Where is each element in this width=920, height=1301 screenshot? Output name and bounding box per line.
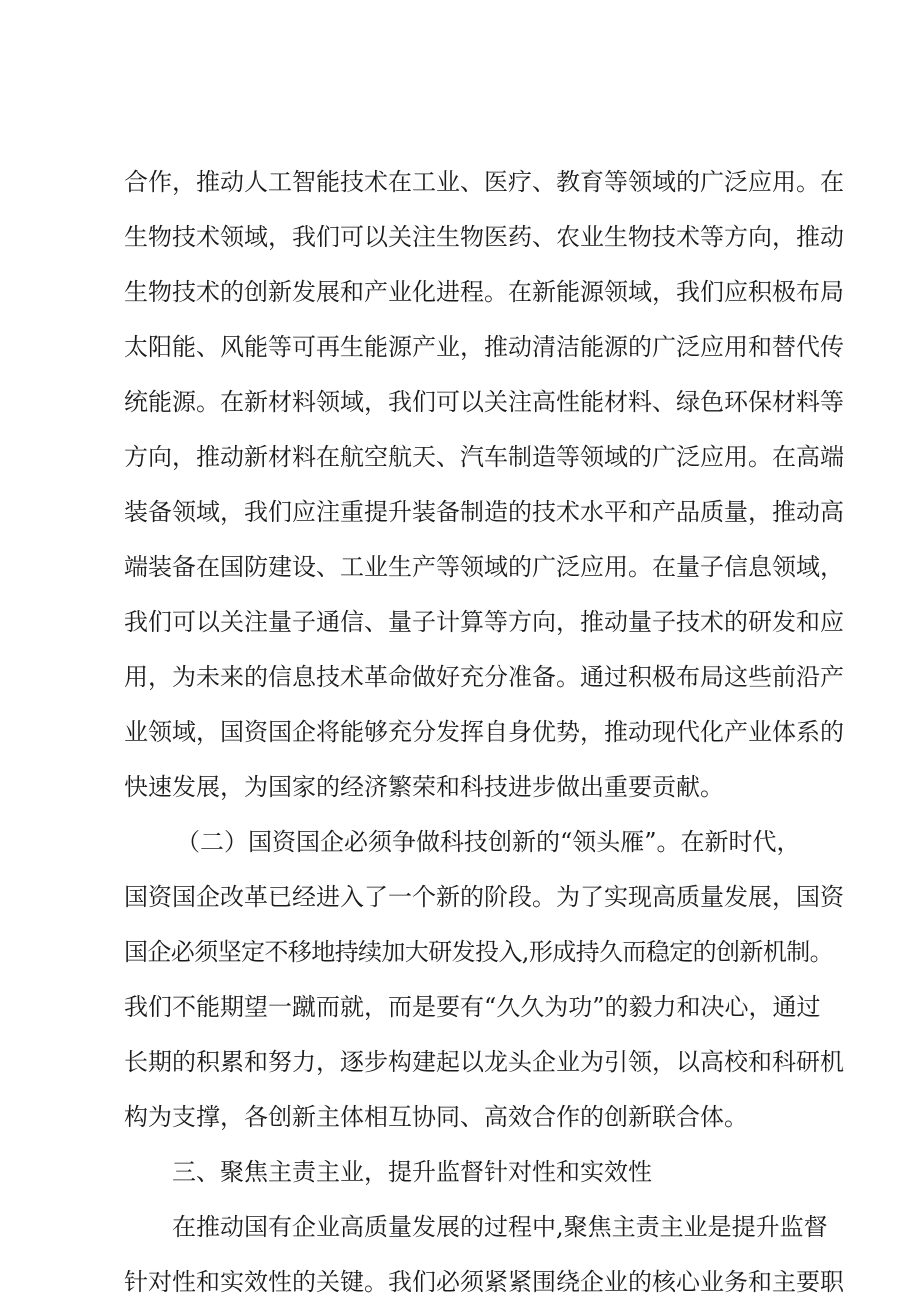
paragraph-line: 方向，推动新材料在航空航天、汽车制造等领域的广泛应用。在高端 [124,443,844,471]
paragraph-line: 国资国企改革已经进入了一个新的阶段。为了实现高质量发展，国资 [124,883,844,911]
paragraph-line: 生物技术领域，我们可以关注生物医药、农业生物技术等方向，推动 [124,223,844,251]
paragraph-line: 我们可以关注量子通信、量子计算等方向，推动量子技术的研发和应 [124,608,844,636]
paragraph-line: 端装备在国防建设、工业生产等领域的广泛应用。在量子信息领域， [124,553,844,581]
paragraph-line: 我们不能期望一蹴而就，而是要有“久久为功”的毅力和决心，通过 [124,993,821,1021]
section-two-heading-line: （二）国资国企必须争做科技创新的“领头雁”。在新时代， [176,828,801,856]
paragraph-line: 太阳能、风能等可再生能源产业，推动清洁能源的广泛应用和替代传 [124,333,844,361]
paragraph-line: 业领域，国资国企将能够充分发挥自身优势，推动现代化产业体系的 [124,718,844,746]
paragraph-line: 在推动国有企业高质量发展的过程中,聚焦主责主业是提升监督 [172,1213,828,1241]
paragraph-line: 生物技术的创新发展和产业化进程。在新能源领域，我们应积极布局 [124,278,844,306]
paragraph-line: 用，为未来的信息技术革命做好充分准备。通过积极布局这些前沿产 [124,663,844,691]
section-three-heading: 三、聚焦主责主业，提升监督针对性和实效性 [172,1158,652,1186]
paragraph-line: 统能源。在新材料领域，我们可以关注高性能材料、绿色环保材料等 [124,388,844,416]
paragraph-line: 长期的积累和努力，逐步构建起以龙头企业为引领，以高校和科研机 [124,1048,844,1076]
paragraph-line: 合作，推动人工智能技术在工业、医疗、教育等领域的广泛应用。在 [124,168,844,196]
paragraph-line: 快速发展，为国家的经济繁荣和科技进步做出重要贡献。 [124,773,724,801]
paragraph-line: 针对性和实效性的关键。我们必须紧紧围绕企业的核心业务和主要职 [124,1268,844,1296]
paragraph-line: 国企必须坚定不移地持续加大研发投入,形成持久而稳定的创新机制。 [124,938,834,966]
paragraph-line: 构为支撑，各创新主体相互协同、高效合作的创新联合体。 [124,1103,748,1131]
paragraph-line: 装备领域，我们应注重提升装备制造的技术水平和产品质量，推动高 [124,498,844,526]
